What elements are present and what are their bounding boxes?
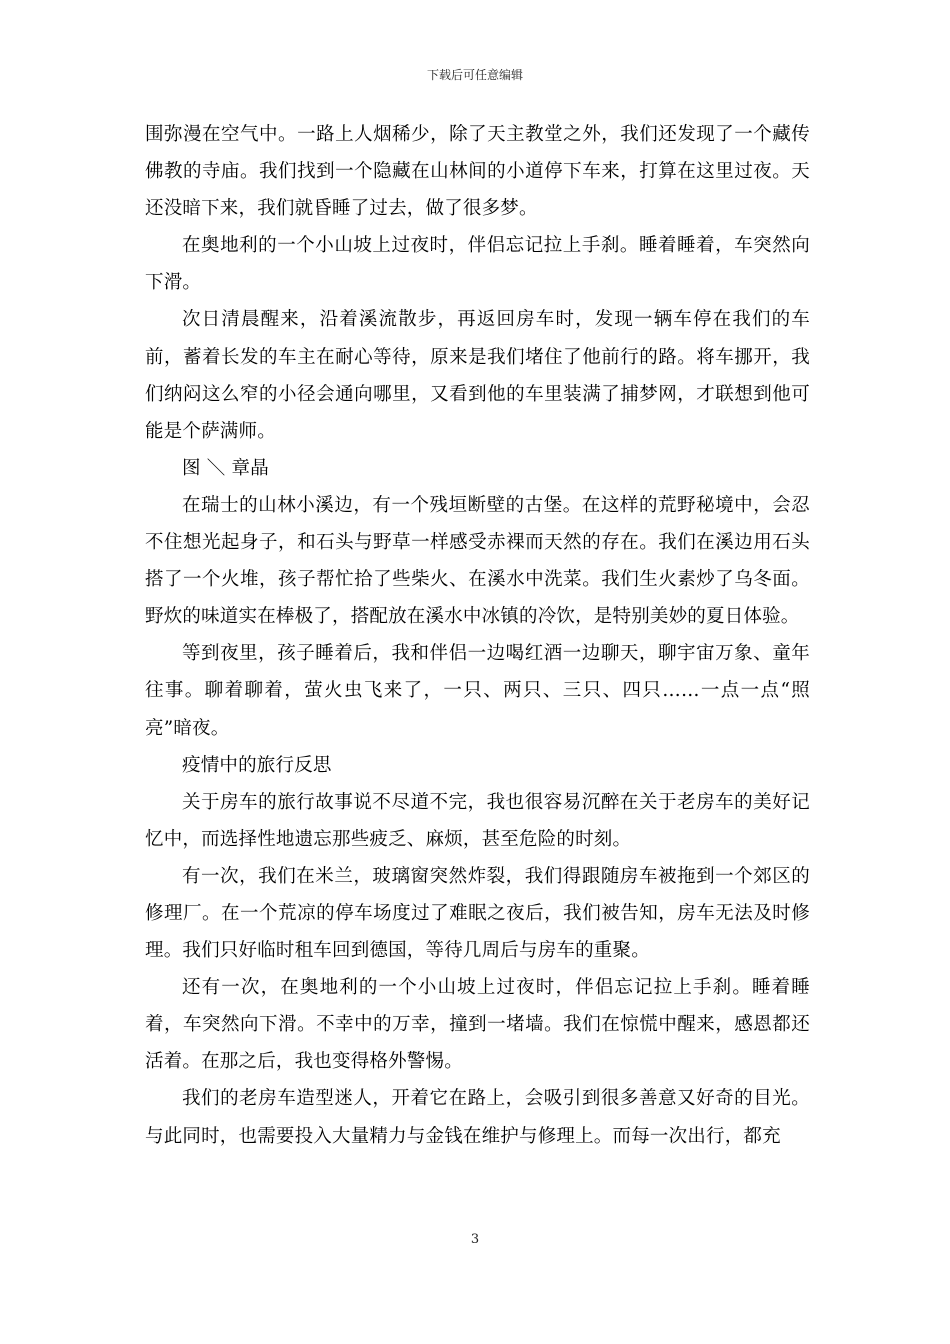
paragraph-continued: 围弥漫在空气中。一路上人烟稀少，除了天主教堂之外，我们还发现了一个藏传佛教的寺庙。我们找到一个隐藏在山林间的小道停下车来，打算在这里过夜。天还没暗下来，我们就昏睡了过去，做了很多梦。 <box>145 124 810 220</box>
paragraph: 次日清晨醒来，沿着溪流散步，再返回房车时，发现一辆车停在我们的车前，蓄着长发的车主在耐心等待，原来是我们堵住了他前行的路。将车挪开，我们纳闷这么窄的小径会通向哪里，又看到他的车里装满了捕梦网，才联想到他可能是个萨满师。 <box>145 309 810 442</box>
photo-credit: 图 ＼ 章晶 <box>182 457 269 479</box>
paragraph: 在瑞士的山林小溪边，有一个残垣断壁的古堡。在这样的荒野秘境中，会忍不住想光起身子，和石头与野草一样感受赤裸而天然的存在。我们在溪边用石头搭了一个火堆，孩子帮忙拾了些柴火、在溪水中洗菜。我们生火素炒了乌冬面。野炊的味道实在棒极了，搭配放在溪水中冰镇的冷饮，是特别美妙的夏日体验。 <box>145 494 810 628</box>
page-header: 下载后可任意编辑 <box>426 68 523 82</box>
paragraph: 我们的老房车造型迷人，开着它在路上，会吸引到很多善意又好奇的目光。与此同时，也需要投入大量精力与金钱在维护与修理上。而每一次出行，都充 <box>145 1088 810 1147</box>
section-heading: 疫情中的旅行反思 <box>182 754 332 776</box>
paragraph: 等到夜里，孩子睡着后，我和伴侣一边喝红酒一边聊天，聊宇宙万象、童年往事。聊着聊着，萤火虫飞来了，一只、两只、三只、四只……一点一点“照亮”暗夜。 <box>145 643 810 739</box>
page-number: 3 <box>470 1232 480 1247</box>
paragraph: 还有一次，在奥地利的一个小山坡上过夜时，伴侣忘记拉上手刹。睡着睡着，车突然向下滑。不幸中的万幸，撞到一堵墙。我们在惊慌中醒来，感恩都还活着。在那之后，我也变得格外警惕。 <box>145 977 810 1073</box>
document-body <box>145 116 810 1155</box>
paragraph: 在奥地利的一个小山坡上过夜时，伴侣忘记拉上手刹。睡着睡着，车突然向下滑。 <box>145 235 810 294</box>
paragraph: 关于房车的旅行故事说不尽道不完，我也很容易沉醉在关于老房车的美好记忆中，而选择性地遗忘那些疲乏、麻烦，甚至危险的时刻。 <box>145 791 810 850</box>
paragraph: 有一次，我们在米兰，玻璃窗突然炸裂，我们得跟随房车被拖到一个郊区的修理厂。在一个荒凉的停车场度过了难眠之夜后，我们被告知，房车无法及时修理。我们只好临时租车回到德国，等待几周后与房车的重聚。 <box>145 865 810 962</box>
